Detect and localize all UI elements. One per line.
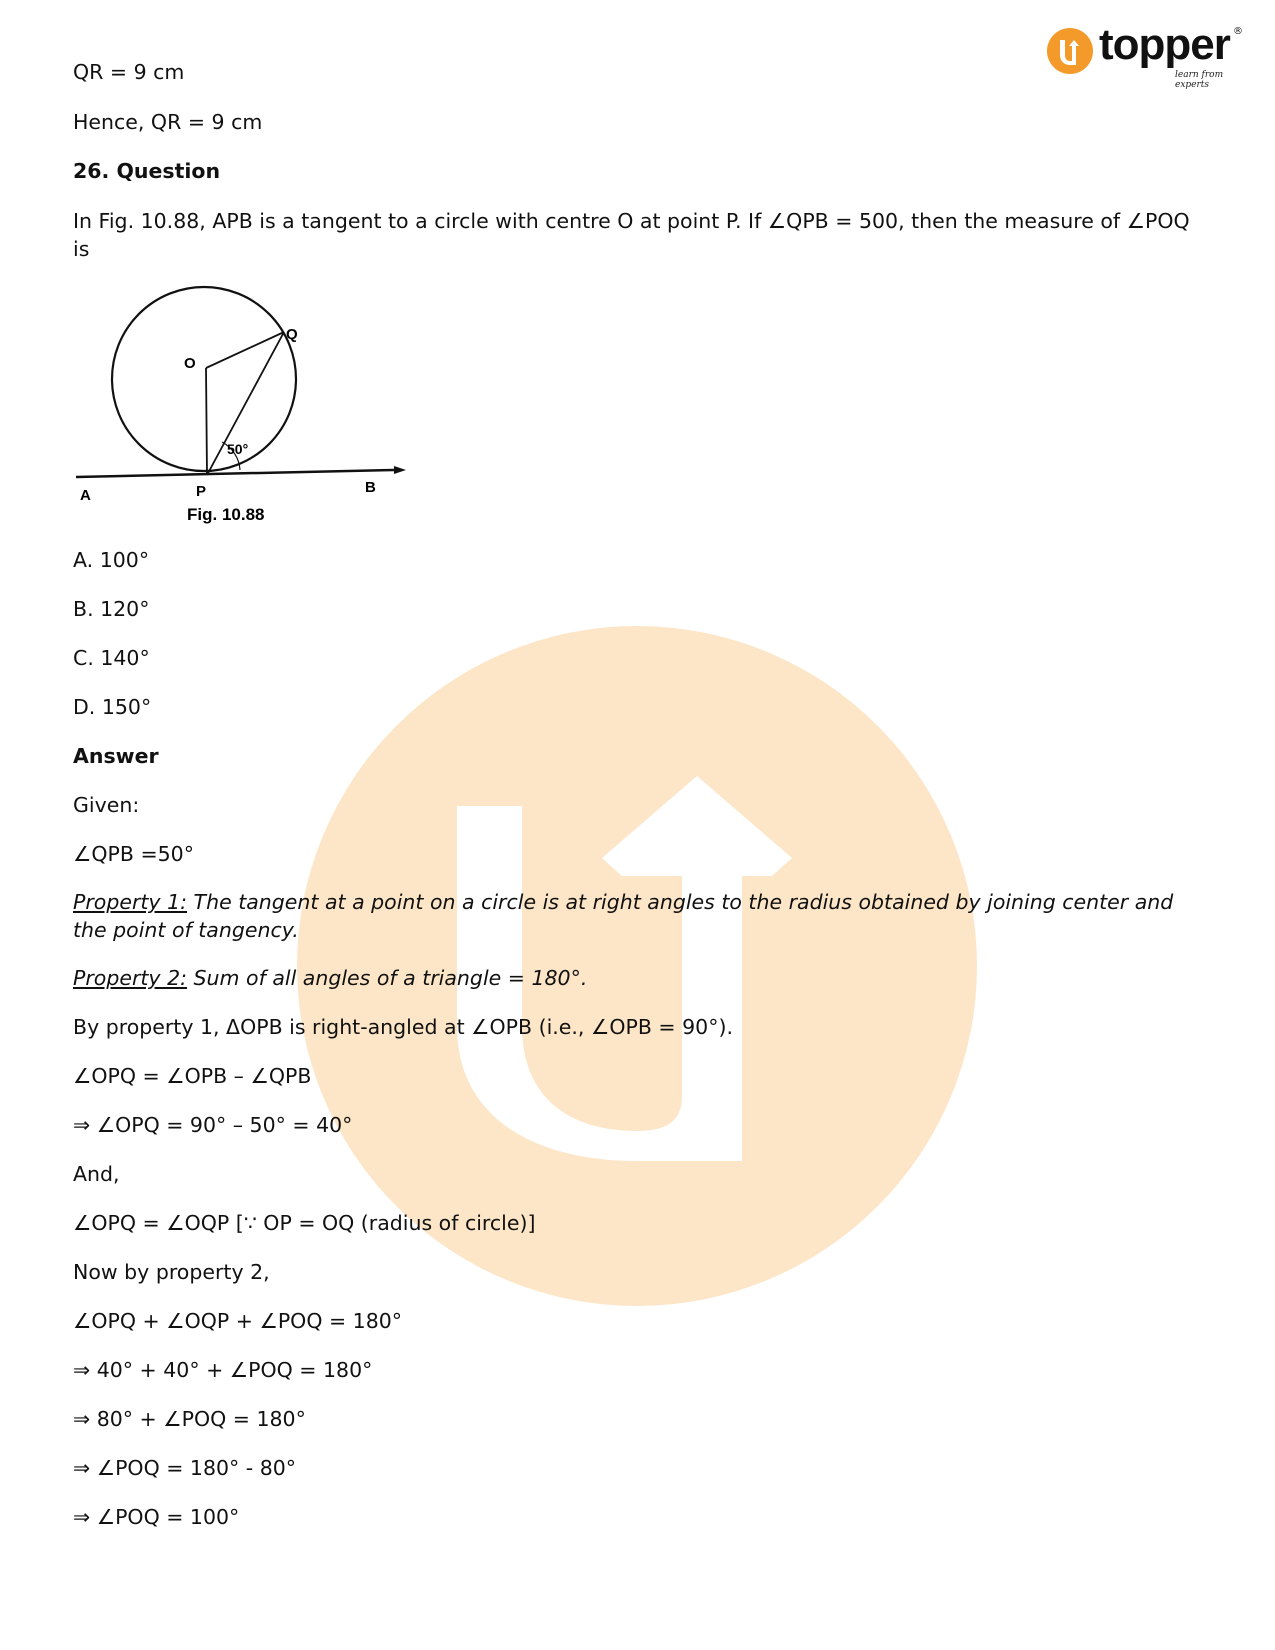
question-text: In Fig. 10.88, APB is a tangent to a circle with centre O at point P. If ∠QPB = 500, then the measure of ∠POQ is — [73, 209, 1190, 261]
option-c: C. 140° — [73, 646, 150, 670]
property-2-label: Property 2: — [73, 966, 188, 990]
step-2: ∠OPQ = ∠OPB – ∠QPB — [73, 1064, 312, 1088]
step-5: ∠OPQ = ∠OQP [∵ OP = OQ (radius of circle)] — [73, 1211, 536, 1235]
step-8: ⇒ 40° + 40° + ∠POQ = 180° — [73, 1358, 373, 1382]
property-1 — [73, 888, 1193, 944]
option-d: D. 150° — [73, 695, 152, 719]
radius-op — [206, 368, 207, 475]
figure-10-88 — [72, 282, 412, 532]
logo-brand-text: topper — [1099, 20, 1230, 69]
property-1-text: The tangent at a point on a circle is at right angles to the radius obtained by joining center and the point of tangency. — [73, 890, 1174, 942]
step-9: ⇒ 80° + ∠POQ = 180° — [73, 1407, 306, 1431]
qr-value: QR = 9 cm — [73, 60, 185, 84]
label-p: P — [196, 483, 207, 500]
figure-caption: Fig. 10.88 — [187, 505, 265, 524]
option-b: B. 120° — [73, 597, 150, 621]
given-angle: ∠QPB =50° — [73, 842, 194, 866]
tangent-line-apb — [76, 470, 394, 477]
label-o: O — [184, 355, 196, 372]
step-7: ∠OPQ + ∠OQP + ∠POQ = 180° — [73, 1309, 403, 1333]
topper-logo — [1047, 20, 1247, 90]
given-label: Given: — [73, 793, 140, 817]
step-1: By property 1, ΔOPB is right-angled at ∠OPB (i.e., ∠OPB = 90°). — [73, 1015, 733, 1039]
property-1-label: Property 1: — [73, 890, 188, 914]
step-6: Now by property 2, — [73, 1260, 270, 1284]
step-11: ⇒ ∠POQ = 100° — [73, 1505, 240, 1529]
label-angle: 50° — [227, 441, 249, 457]
topper-logo-icon — [1047, 28, 1093, 74]
logo-tagline: learn from experts — [1175, 70, 1224, 90]
step-4: And, — [73, 1162, 120, 1186]
step-3: ⇒ ∠OPQ = 90° – 50° = 40° — [73, 1113, 353, 1137]
property-2-text: Sum of all angles of a triangle = 180°. — [187, 966, 588, 990]
circle — [112, 287, 296, 471]
hence-qr: Hence, QR = 9 cm — [73, 110, 263, 134]
label-b: B — [365, 479, 376, 496]
label-q: Q — [286, 326, 298, 343]
answer-heading: Answer — [73, 744, 159, 768]
question-heading: 26. Question — [73, 159, 221, 183]
tangent-arrow-icon — [394, 466, 406, 474]
label-a: A — [80, 487, 91, 504]
property-2 — [73, 964, 587, 992]
logo-registered-mark: ® — [1233, 26, 1243, 37]
radius-oq — [206, 332, 284, 368]
option-a: A. 100° — [73, 548, 150, 572]
step-10: ⇒ ∠POQ = 180° - 80° — [73, 1456, 297, 1480]
